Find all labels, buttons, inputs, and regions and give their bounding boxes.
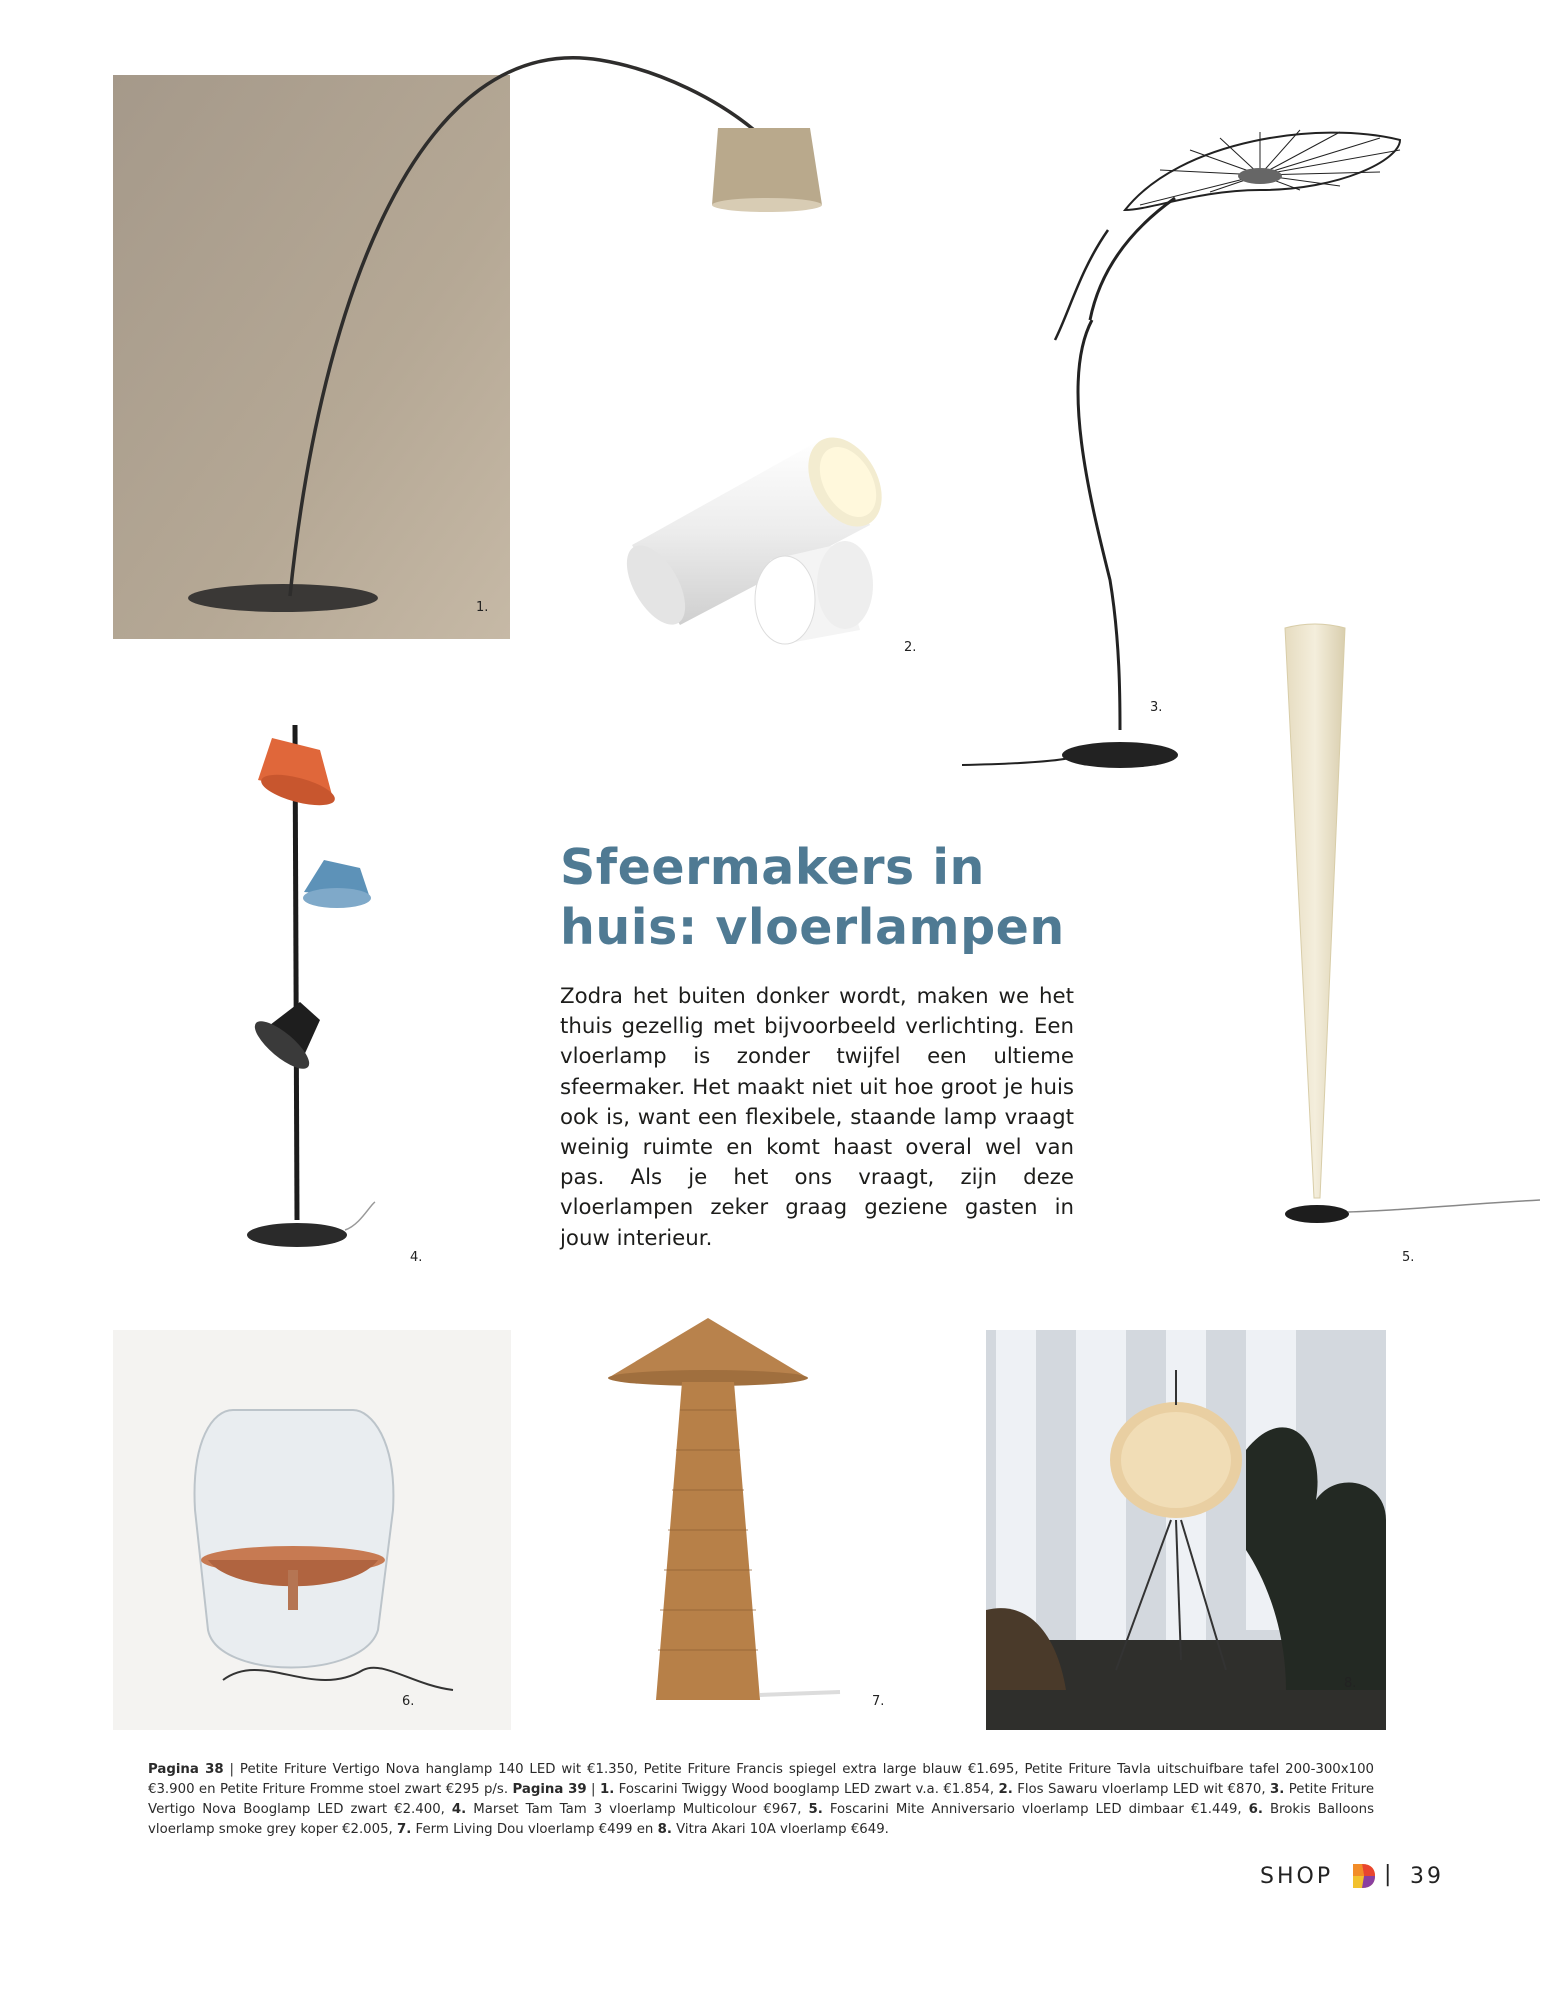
product-caption [148,1760,1374,1840]
mite-lamp-image [1270,620,1546,1230]
product-photo-akari [986,1330,1386,1730]
footer-separator: | [1384,1862,1392,1887]
caption-number-6: 6. [1248,1802,1263,1817]
caption-text-7: Ferm Living Dou vloerlamp €499 en [411,1822,658,1837]
caption-page38-label: Pagina 38 [148,1762,224,1777]
caption-text-6: Brokis Balloons vloerlamp smoke grey koper €2.005, [148,1802,1375,1837]
item-number-5: 5. [1402,1250,1415,1265]
caption-number-5: 5. [808,1802,823,1817]
caption-number-7: 7. [397,1822,412,1837]
item-number-8: 8. [1344,1676,1357,1691]
caption-text-2: Flos Sawaru vloerlamp LED wit €870, [1012,1782,1271,1797]
item-number-6: 6. [402,1694,415,1709]
caption-number-2: 2. [998,1782,1013,1797]
dou-lamp-image [600,1310,850,1710]
sawaru-lamp-image [620,430,900,650]
caption-number-4: 4. [451,1802,467,1817]
caption-number-1: 1. [599,1782,615,1797]
caption-number-8: 8. [657,1822,672,1837]
footer-section-label: SHOP [1260,1864,1334,1889]
balloons-lamp-image [113,1330,511,1730]
akari-lamp-image [986,1330,1386,1730]
caption-text-3: Petite Friture Vertigo Nova Booglamp LED zwart €2.400, [148,1782,1374,1817]
caption-page39-label: Pagina 39 [512,1782,587,1797]
brand-logo-icon [1350,1862,1376,1890]
item-number-1: 1. [476,600,489,615]
item-number-2: 2. [904,640,917,655]
caption-page38-text: | Petite Friture Vertigo Nova hanglamp 140 LED wit €1.350, Petite Friture Francis spiegel extra large blauw €1.695, Petite Friture Tavla uitschuifbare tafel 200-300x100 €3.900 en Petite Friture Fromme stoel zwart €295 p/s. [148,1762,1374,1797]
item-number-7: 7. [872,1694,885,1709]
article-title: Sfeermakers in huis: vloerlampen [560,839,1065,956]
product-photo-balloons [113,1330,511,1730]
item-number-3: 3. [1150,700,1163,715]
caption-separator: | [586,1782,600,1797]
caption-number-3: 3. [1270,1782,1285,1797]
caption-text-8: Vitra Akari 10A vloerlamp €649. [671,1822,889,1837]
page-number: 39 [1410,1864,1444,1889]
caption-text-4: Marset Tam Tam 3 vloerlamp Multicolour €967, [466,1802,809,1817]
item-number-4: 4. [410,1250,423,1265]
caption-text-5: Foscarini Mite Anniversario vloerlamp LED dimbaar €1.449, [822,1802,1249,1817]
caption-text-1: Foscarini Twiggy Wood booglamp LED zwart v.a. €1.854, [614,1782,999,1797]
article-intro: Zodra het buiten donker wordt, maken we het thuis gezellig met bijvoorbeeld verlichting. Een vloerlamp is zonder twijfel een ultieme sfeermaker. Het maakt niet uit hoe groot je huis ook is, want een flexibele, staande lamp vraagt weinig ruimte en komt haast overal wel van pas. Als je het ons vraagt, zijn deze vloerlampen zeker graag geziene gasten in jouw interieur. [560,984,1074,1251]
tam-tam-lamp-image [240,720,400,1260]
